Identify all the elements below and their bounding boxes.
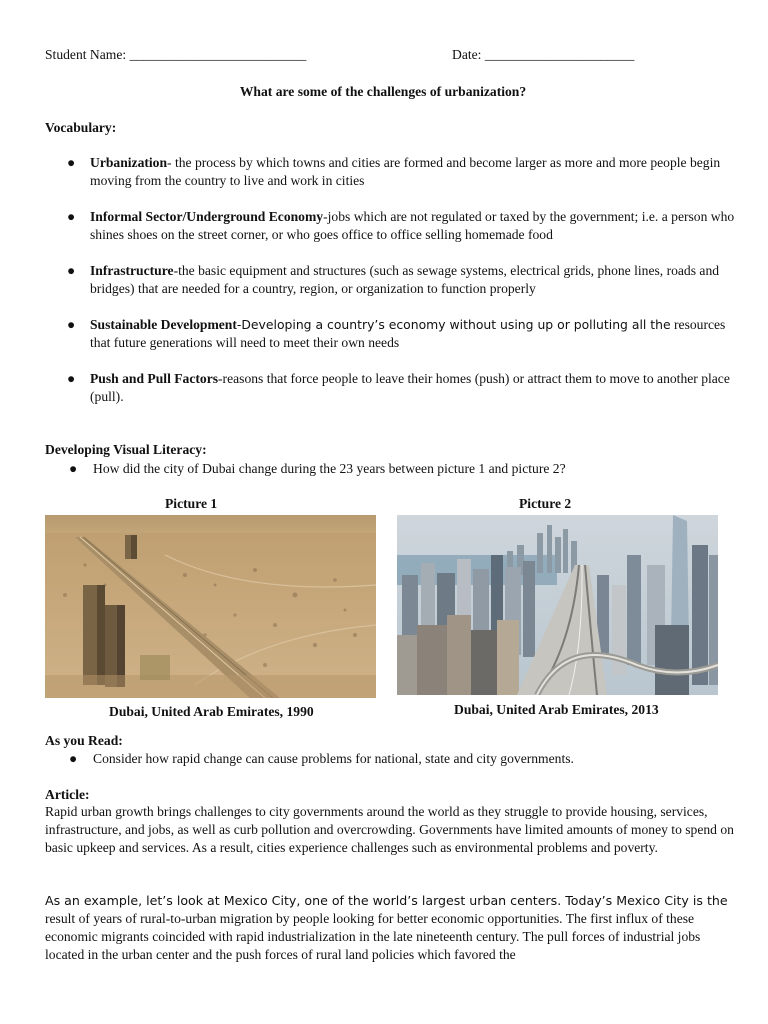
vocab-definition: -jobs which are not regulated or taxed by the government; i.e. a person who shines shoes on the street corner, or who goes office to office selling homemade food — [90, 209, 735, 242]
vocab-term: Informal Sector/Underground Economy — [90, 209, 324, 224]
article-heading: Article: — [45, 787, 90, 802]
vocab-term: Infrastructure — [90, 263, 174, 278]
article-paragraph-2-rest: result of years of rural-to-urban migration by people looking for better economic opportunities. The first influx of these economic migrants coincided with rapid industrialization in the late nineteenth century. The pull forces of industrial jobs located in the urban center and the push forces of rural land policies which favored the — [45, 911, 701, 962]
picture-1-label: Picture 1 — [165, 496, 218, 511]
picture-1-caption: Dubai, United Arab Emirates, 1990 — [109, 704, 314, 719]
bullet-icon: ● — [67, 317, 76, 332]
as-you-read-heading: As you Read: — [45, 733, 123, 748]
vocab-term: Sustainable Development — [90, 317, 237, 332]
vocab-definition: - the process by which towns and cities are formed and become larger as more and more people begin moving from the country to live and work in cities — [90, 155, 721, 188]
vocab-definition: -reasons that force people to leave their homes (push) or attract them to move to another place (pull). — [90, 371, 730, 404]
picture-2-caption: Dubai, United Arab Emirates, 2013 — [454, 702, 659, 717]
vocab-item-informal-sector — [45, 208, 735, 244]
bullet-icon: ● — [69, 461, 78, 476]
vocab-item-sustainable-development — [45, 316, 735, 352]
article-paragraph-2 — [45, 892, 735, 964]
article-paragraph-1: Rapid urban growth brings challenges to city governments around the world as they struggle to provide housing, services, infrastructure, and jobs, as well as curb pollution and overcrowding. Governments have limited amounts of money to spend on basic upkeep and services. As a result, cities experience challenges such as environmental problems and poverty. — [45, 804, 734, 855]
bullet-icon: ● — [67, 209, 76, 224]
picture-2-label: Picture 2 — [519, 496, 572, 511]
vocab-definition-continued: resources that future generations will need to meet their own needs — [90, 317, 726, 350]
question-text: How did the city of Dubai change during the 23 years between picture 1 and picture 2? — [93, 461, 566, 476]
visual-literacy-heading: Developing Visual Literacy: — [45, 442, 207, 457]
vocab-term: Urbanization — [90, 155, 168, 170]
dubai-2013-photo — [397, 515, 718, 695]
vocab-item-infrastructure — [45, 262, 735, 298]
article-paragraph-2-lead: As an example, let’s look at Mexico City, one of the world’s largest urban centers. Today’s Mexico City is the — [45, 893, 728, 908]
date-field[interactable]: Date: ______________________ — [452, 47, 635, 62]
dubai-1990-photo — [45, 515, 376, 698]
vocab-definition: -Developing a country’s economy without using up or polluting all the — [236, 317, 671, 332]
bullet-icon: ● — [67, 155, 76, 170]
as-you-read-text: Consider how rapid change can cause problems for national, state and city governments. — [93, 751, 574, 766]
worksheet-title: What are some of the challenges of urbanization? — [239, 84, 527, 99]
vocab-item-push-pull — [45, 370, 735, 406]
header-row — [45, 46, 735, 66]
vocab-definition: -the basic equipment and structures (such as sewage systems, electrical grids, phone lines, roads and bridges) that are needed for a country, region, or organization to function properly — [90, 263, 720, 296]
bullet-icon: ● — [67, 263, 76, 278]
vocabulary-list — [45, 154, 735, 424]
vocab-item-urbanization — [45, 154, 735, 190]
vocab-term: Push and Pull Factors — [90, 371, 219, 386]
bullet-icon: ● — [69, 751, 78, 766]
bullet-icon: ● — [67, 371, 76, 386]
vocabulary-heading: Vocabulary: — [45, 120, 117, 135]
student-name-field[interactable]: Student Name: __________________________ — [45, 47, 307, 62]
